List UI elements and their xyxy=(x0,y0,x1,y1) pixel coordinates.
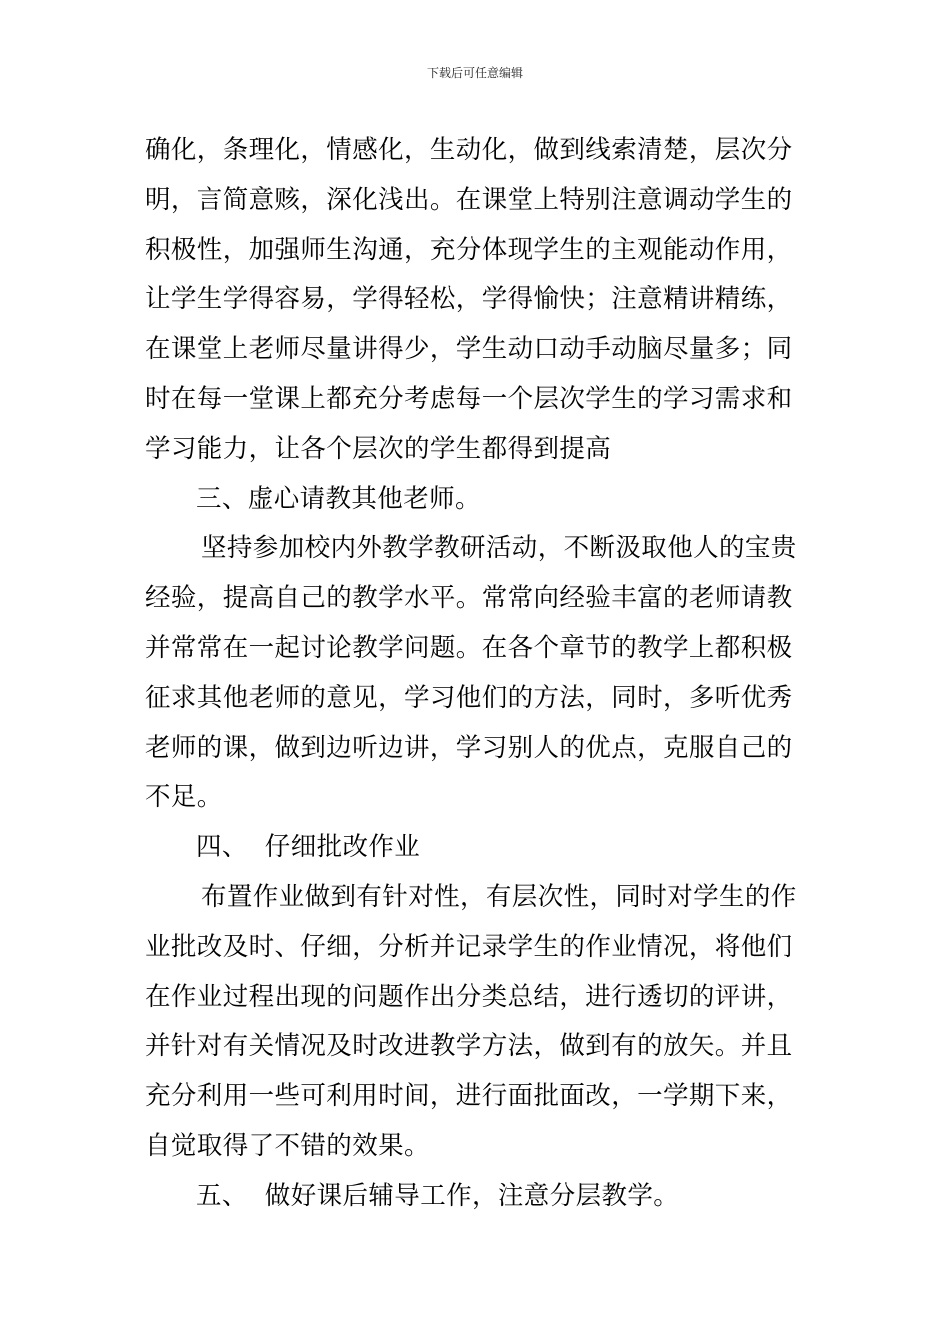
text-line: 经验，提高自己的教学水平。常常向经验丰富的老师请教 xyxy=(145,583,793,614)
text-line: 积极性，加强师生沟通，充分体现学生的主观能动作用， xyxy=(145,234,793,265)
text-line: 让学生学得容易，学得轻松，学得愉快；注意精讲精练， xyxy=(145,284,793,315)
heading-text: 四、 仔细批改作业 xyxy=(196,832,421,863)
heading-text: 五、 做好课后辅导工作，注意分层教学。 xyxy=(196,1180,680,1211)
text-line: 在课堂上老师尽量讲得少，学生动口动手动脑尽量多；同 xyxy=(145,334,793,365)
text-line: 布置作业做到有针对性，有层次性，同时对学生的作 xyxy=(201,881,797,912)
text-line: 老师的课，做到边听边讲，学习别人的优点，克服自己的 xyxy=(145,732,793,763)
section-heading-5 xyxy=(145,1172,810,1222)
text-line: 业批改及时、仔细，分析并记录学生的作业情况，将他们 xyxy=(145,931,793,962)
text-line: 征求其他老师的意见，学习他们的方法，同时，多听优秀 xyxy=(145,682,793,713)
section-heading-3 xyxy=(145,475,810,525)
text-line: 确化，条理化，情感化，生动化，做到线索清楚，层次分 xyxy=(145,135,793,165)
text-line: 并常常在一起讨论教学问题。在各个章节的教学上都积极 xyxy=(145,632,793,663)
heading-text: 三、虚心请教其他老师。 xyxy=(196,483,481,514)
text-line: 坚持参加校内外教学教研活动，不断汲取他人的宝贵 xyxy=(201,533,797,564)
text-line: 在作业过程出现的问题作出分类总结，进行透切的评讲， xyxy=(145,981,793,1012)
text-line: 充分利用一些可利用时间，进行面批面改，一学期下来， xyxy=(145,1081,793,1112)
page-header: 下载后可任意编辑 xyxy=(426,66,523,80)
paragraph-teaching-method xyxy=(145,126,810,475)
text-line: 自觉取得了不错的效果。 xyxy=(145,1130,430,1161)
text-line: 并针对有关情况及时改进教学方法，做到有的放矢。并且 xyxy=(145,1031,793,1062)
section-heading-4 xyxy=(145,823,810,873)
text-line: 明，言简意赅，深化浅出。在课堂上特别注意调动学生的 xyxy=(145,184,793,215)
paragraph-consult-teachers xyxy=(145,524,810,823)
paragraph-homework-grading xyxy=(145,873,810,1172)
text-line: 学习能力，让各个层次的学生都得到提高 xyxy=(145,433,612,464)
text-line: 时在每一堂课上都充分考虑每一个层次学生的学习需求和 xyxy=(145,383,793,414)
text-line: 不足。 xyxy=(145,782,223,813)
document-body xyxy=(145,126,810,1222)
